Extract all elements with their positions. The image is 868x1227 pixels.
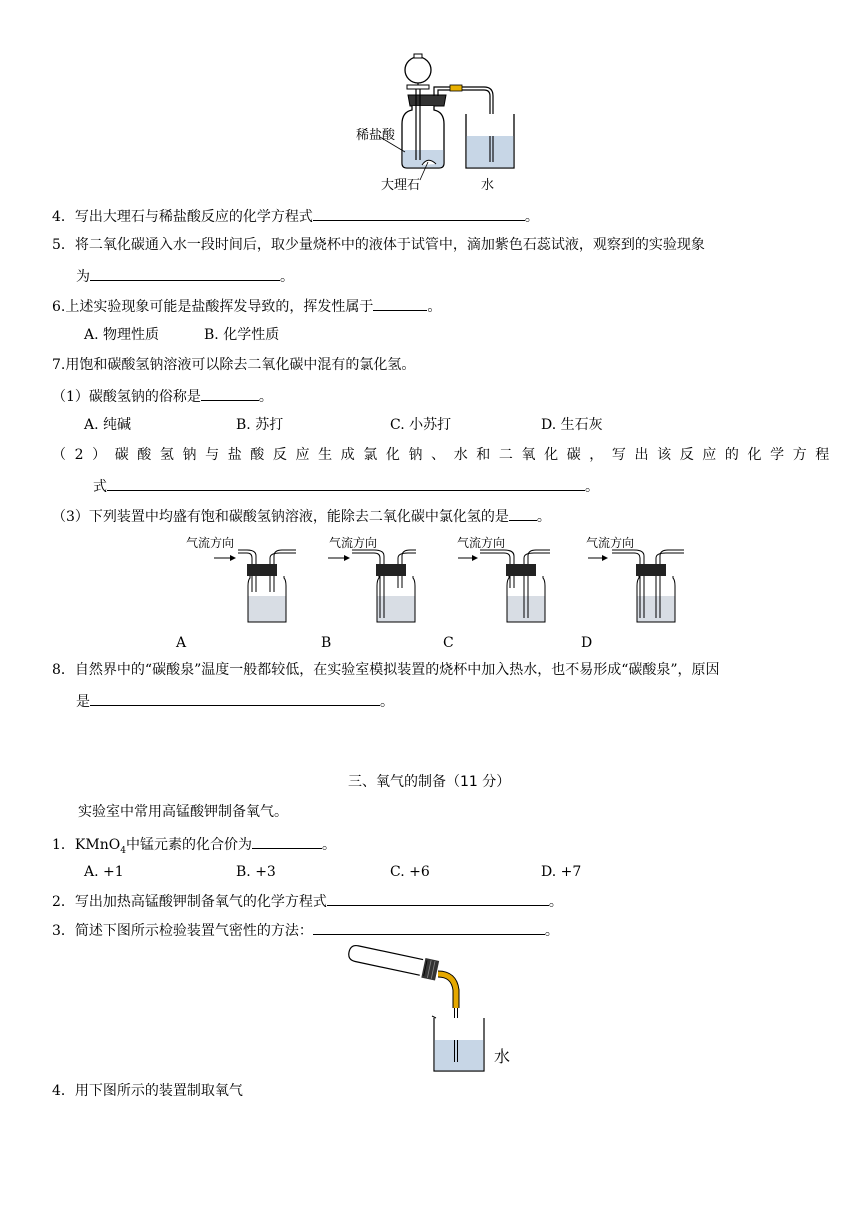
gas-bottle-c: [480, 548, 570, 626]
bottle-label-b[interactable]: B: [321, 635, 332, 651]
question-7: [52, 356, 415, 374]
question-text: 上述实验现象可能是盐酸挥发导致的，挥发性属于: [65, 299, 374, 315]
option-a[interactable]: A. 物理性质: [84, 327, 160, 343]
answer-blank[interactable]: [509, 506, 537, 521]
answer-blank[interactable]: [313, 920, 545, 935]
label-water: 水: [494, 1047, 511, 1066]
question-6: 6.上述实验现象可能是盐酸挥发导致的，挥发性属于 。: [52, 296, 441, 316]
question-text: 写出大理石与稀盐酸反应的化学方程式: [74, 209, 313, 225]
answer-blank[interactable]: [90, 266, 280, 281]
answer-blank[interactable]: [90, 691, 380, 706]
option-b[interactable]: B. 苏打: [236, 417, 284, 433]
airtightness-test-apparatus: [346, 944, 506, 1074]
bottle-label-c[interactable]: C: [443, 635, 454, 651]
question-7-3: （3）下列装置中均盛有饱和碳酸氢钠溶液，能除去二氧化碳中氯化氢的是 。: [52, 506, 551, 526]
gas-bottle-b: [354, 548, 444, 626]
question-text: 将二氧化碳通入水一段时间后，取少量烧杯中的液体于试管中，滴加紫色石蕊试液，观察到的实验现象: [74, 237, 705, 253]
question-5: [52, 236, 705, 254]
flow-direction-label: 气流方向: [586, 536, 635, 550]
option-d[interactable]: D. +7: [541, 864, 582, 880]
label-marble: 大理石: [381, 178, 421, 193]
answer-blank[interactable]: [313, 206, 525, 221]
question-7-2: （2）碳酸氢钠与盐酸反应生成氯化钠、水和二氧化碳，写出该反应的化学方程: [52, 447, 838, 463]
answer-blank[interactable]: [107, 476, 585, 491]
s3-question-3: 3．简述下图所示检验装置气密性的方法： 。: [52, 920, 559, 940]
section-title: 三、氧气的制备（11 分）: [348, 774, 511, 790]
section-intro: 实验室中常用高锰酸钾制备氧气。: [78, 804, 288, 820]
answer-blank[interactable]: [327, 891, 549, 906]
option-d[interactable]: D. 生石灰: [541, 417, 603, 433]
flow-direction-label: 气流方向: [329, 536, 378, 550]
option-c[interactable]: C. 小苏打: [390, 417, 452, 433]
question-text: 用饱和碳酸氢钠溶液可以除去二氧化碳中混有的氯化氢。: [65, 357, 416, 373]
question-number: 4．: [52, 209, 75, 225]
gas-bottle-a: [212, 548, 302, 626]
question-text: 自然界中的“碳酸泉”温度一般都较低，在实验室模拟装置的烧杯中加入热水，也不易形成“碳酸泉”，原因: [74, 662, 720, 678]
question-number: 5．: [52, 237, 75, 253]
question-number: 7.: [52, 357, 66, 373]
question-number: 8．: [52, 662, 75, 678]
question-7-1: （1）碳酸氢钠的俗称是 。: [52, 386, 273, 406]
bottle-label-d[interactable]: D: [581, 635, 593, 651]
answer-blank[interactable]: [201, 386, 259, 401]
flow-direction-label: 气流方向: [457, 536, 506, 550]
question-number: 6.: [52, 299, 66, 315]
label-water: 水: [481, 178, 495, 193]
option-b[interactable]: B. +3: [236, 864, 276, 880]
answer-blank[interactable]: [252, 834, 322, 849]
s3-question-2: 2．写出加热高锰酸钾制备氧气的化学方程式 。: [52, 891, 563, 911]
option-a[interactable]: A. +1: [84, 864, 124, 880]
question-5-line2: 为 。: [76, 266, 294, 286]
label-dilute-hcl: 稀盐酸: [356, 128, 396, 143]
s3-question-1: 1．KMnO$_4$中锰元素的化合价为 。: [52, 834, 336, 860]
s3-question-4: 4．用下图所示的装置制取氧气: [52, 1083, 243, 1099]
co2-generation-apparatus: [350, 52, 520, 192]
bottle-label-a[interactable]: A: [176, 635, 187, 651]
option-b[interactable]: B. 化学性质: [204, 327, 280, 343]
answer-blank[interactable]: [373, 296, 427, 311]
gas-bottle-d: [612, 548, 702, 626]
question-8: [52, 661, 720, 679]
option-c[interactable]: C. +6: [390, 864, 430, 880]
question-4: 4．写出大理石与稀盐酸反应的化学方程式 。: [52, 206, 539, 226]
question-7-2-line2: 式 。: [93, 476, 599, 496]
question-8-line2: 是 。: [76, 691, 394, 711]
option-a[interactable]: A. 纯碱: [84, 417, 132, 433]
flow-direction-label: 气流方向: [186, 536, 235, 550]
